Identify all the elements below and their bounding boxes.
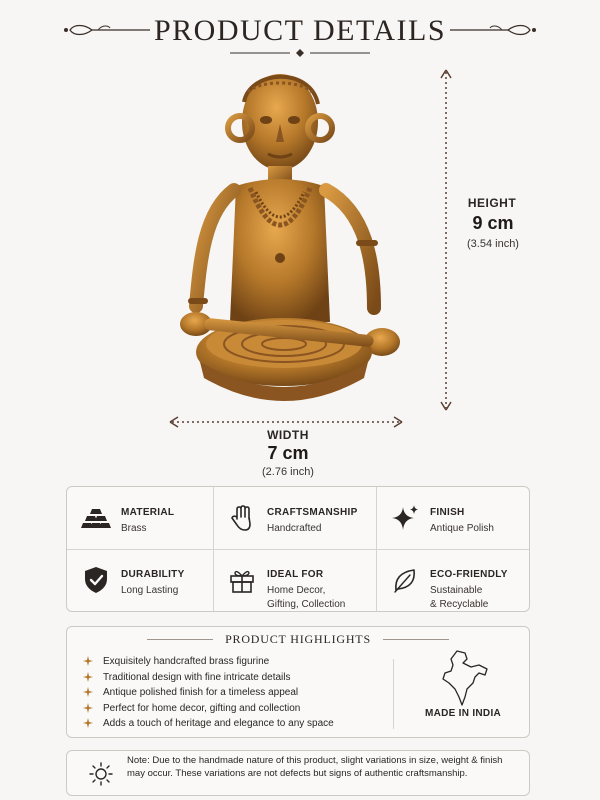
spec-label: CRAFTSMANSHIP: [267, 507, 358, 518]
highlight-text: Perfect for home decor, gifting and collection: [103, 702, 301, 714]
width-value: 7 cm: [267, 443, 309, 463]
made-in-india-label: MADE IN INDIA: [424, 708, 502, 719]
height-inch-value: (3.54 inch): [467, 238, 519, 250]
width-inch-value: (2.76 inch): [262, 466, 314, 478]
india-map-icon: [435, 649, 493, 707]
leaf-icon: [390, 565, 420, 595]
spec-ideal-for: [213, 549, 376, 611]
spec-value-line: Gifting, Collection: [267, 599, 346, 610]
note-text: Note: Due to the handmade nature of this product, slight variations in size, weight & finish may occur. These variations are not defects but signs of authentic craftsmanship.: [127, 755, 503, 779]
list-item: [81, 654, 381, 670]
spec-value: Brass: [121, 523, 147, 534]
highlight-text: Antique polished finish for a timeless appeal: [103, 687, 299, 698]
spec-durability: [67, 549, 213, 611]
shield-check-icon: [81, 565, 111, 595]
spec-label: MATERIAL: [121, 507, 175, 518]
spec-label: IDEAL FOR: [267, 569, 324, 580]
highlights-divider: [393, 659, 394, 729]
spec-value: Long Lasting: [121, 585, 179, 596]
star-icon: [83, 718, 93, 728]
list-item: [81, 685, 381, 701]
width-label: WIDTH: [267, 428, 309, 442]
title-ornament-icon: [230, 48, 370, 58]
page-title: PRODUCT DETAILS: [153, 14, 447, 47]
list-item: [81, 701, 381, 717]
height-label: HEIGHT: [467, 196, 517, 210]
spec-label: ECO-FRIENDLY: [430, 569, 508, 580]
list-item: [81, 716, 381, 732]
sparkle-icon: [390, 503, 420, 533]
left-flourish-icon: [62, 22, 152, 38]
spec-label: FINISH: [430, 507, 465, 518]
hand-icon: [227, 503, 257, 533]
gold-bars-icon: [81, 503, 111, 533]
star-icon: [83, 687, 93, 697]
handmade-note: [66, 750, 530, 796]
gift-icon: [227, 565, 257, 595]
highlights-rule-right: [383, 639, 449, 640]
highlight-text: Adds a touch of heritage and elegance to any space: [103, 718, 334, 729]
spec-value-line: Home Decor,: [267, 585, 326, 596]
spec-value: Handcrafted: [267, 523, 322, 534]
highlights-title: PRODUCT HIGHLIGHTS: [225, 632, 371, 646]
specs-grid: [66, 486, 530, 612]
height-value: 9 cm: [472, 213, 514, 233]
star-icon: [83, 672, 93, 682]
spec-value: [267, 584, 345, 612]
brass-figurine-image: [160, 62, 420, 422]
list-item: [81, 670, 381, 686]
spec-finish: [376, 487, 531, 549]
right-flourish-icon: [448, 22, 538, 38]
star-icon: [83, 703, 93, 713]
highlight-text: Traditional design with fine intricate details: [103, 671, 291, 683]
product-highlights-panel: [66, 626, 530, 738]
spec-value: Antique Polish: [430, 523, 494, 534]
star-icon: [83, 656, 93, 666]
spec-label: DURABILITY: [121, 569, 185, 580]
width-arrow-icon: [168, 415, 404, 429]
spec-value-line: & Recyclable: [430, 599, 489, 610]
spec-eco-friendly: [376, 549, 531, 611]
highlight-text: Exquisitely handcrafted brass figurine: [103, 656, 270, 667]
spec-value: [430, 584, 488, 612]
highlights-list: [81, 654, 381, 732]
spec-material: [67, 487, 213, 549]
sun-icon: [89, 762, 113, 786]
spec-craftsmanship: [213, 487, 376, 549]
spec-value-line: Sustainable: [430, 585, 483, 596]
